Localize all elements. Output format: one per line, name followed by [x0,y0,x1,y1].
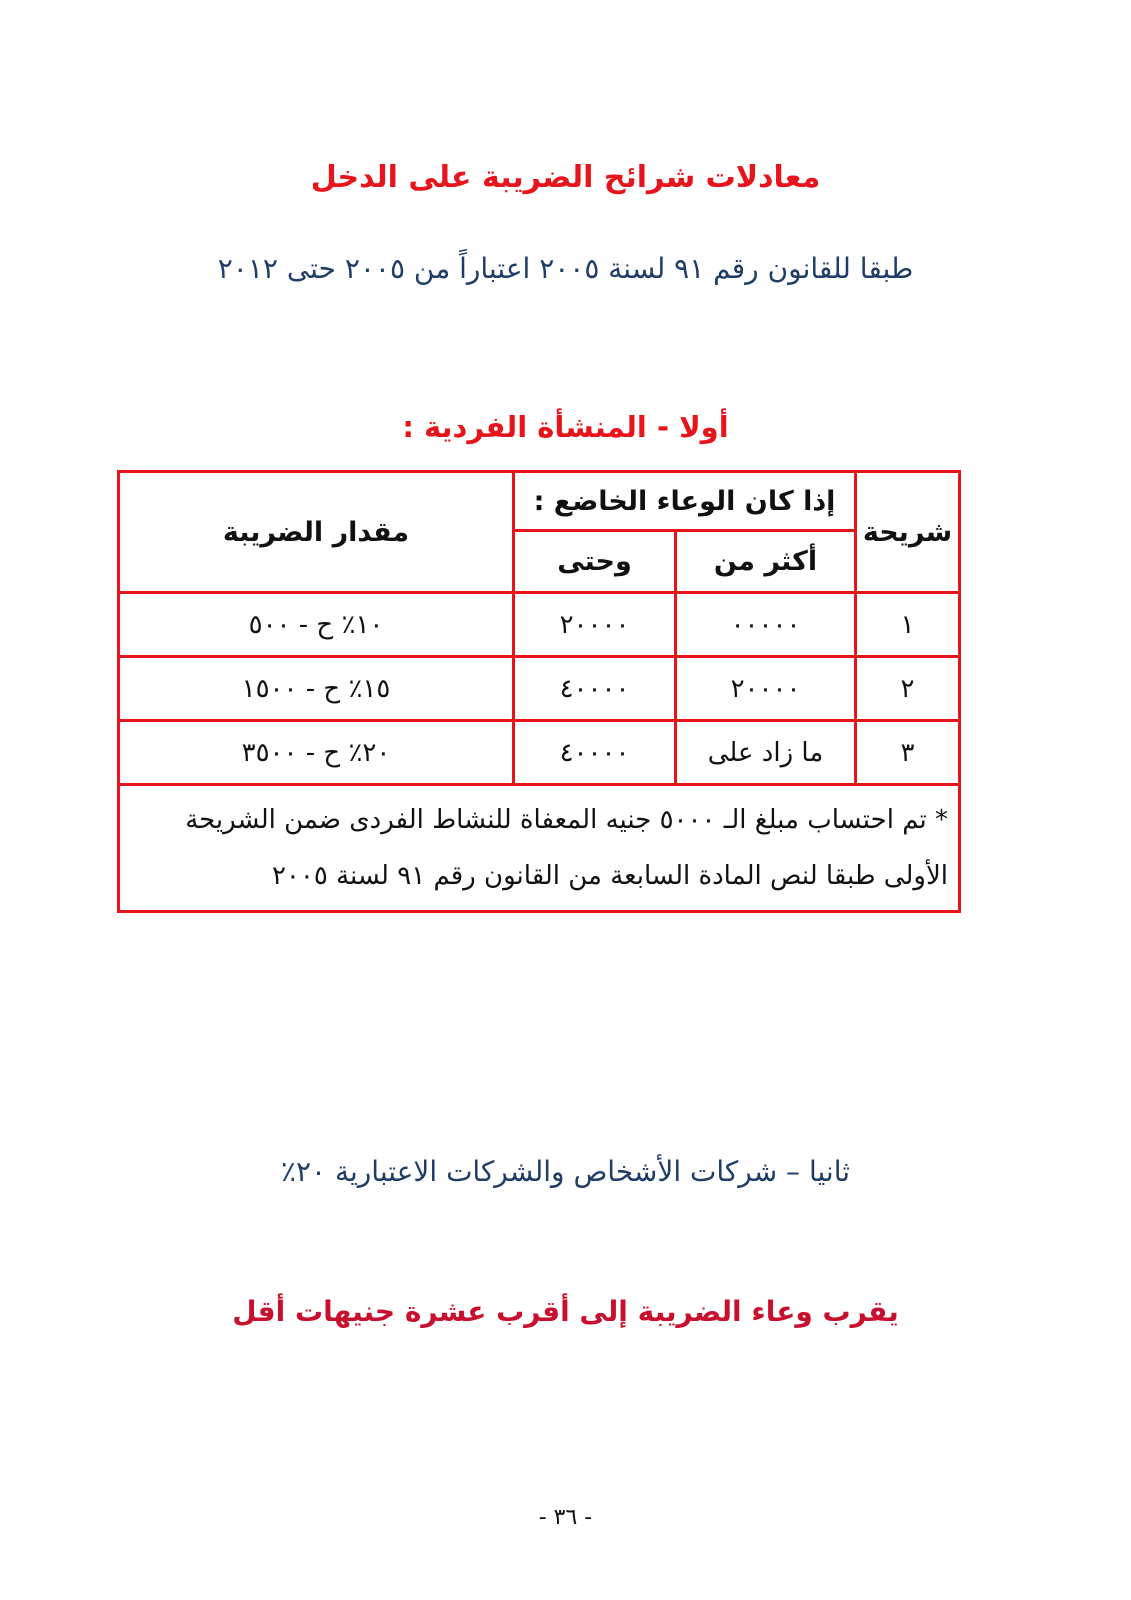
rounding-note: يقرب وعاء الضريبة إلى أقرب عشرة جنيهات أقل [232,1295,899,1328]
table-row [119,721,960,785]
from-cell: ما زاد على [676,721,856,785]
page-number: - ٣٦ - [538,1505,593,1530]
tax-brackets-table [117,470,961,913]
header-taxable-if: إذا كان الوعاء الخاضع : [514,472,856,531]
header-bracket: شريحة [856,472,960,593]
law-subtitle: طبقا للقانون رقم ٩١ لسنة ٢٠٠٥ اعتباراً من ٢٠٠٥ حتى ٢٠١٢ [217,252,914,285]
bracket-cell: ٣ [856,721,960,785]
header-more-than: أكثر من [676,531,856,593]
tax-cell: ١٠٪ ح - ٥٠٠ [119,593,514,657]
from-cell: ٢٠٠٠٠ [676,657,856,721]
bracket-cell: ٢ [856,657,960,721]
to-cell: ٤٠٠٠٠ [514,657,676,721]
from-cell: ٠٠٠٠٠ [676,593,856,657]
table-row [119,657,960,721]
tax-cell: ١٥٪ ح - ١٥٠٠ [119,657,514,721]
header-up-to: وحتى [514,531,676,593]
section-two-heading: ثانيا – شركات الأشخاص والشركات الاعتبارية ٢٠٪ [280,1155,851,1188]
to-cell: ٤٠٠٠٠ [514,721,676,785]
bracket-cell: ١ [856,593,960,657]
to-cell: ٢٠٠٠٠ [514,593,676,657]
tax-cell: ٢٠٪ ح - ٣٥٠٠ [119,721,514,785]
table-row [119,593,960,657]
exemption-note: * تم احتساب مبلغ الـ ٥٠٠٠ جنيه المعفاة للنشاط الفردى ضمن الشريحة الأولى طبقا لنص المادة السابعة من القانون رقم ٩١ لسنة ٢٠٠٥ [119,785,960,912]
page-title: معادلات شرائح الضريبة على الدخل [310,160,821,195]
header-tax-amount: مقدار الضريبة [119,472,514,593]
section-one-heading: أولا - المنشأة الفردية : [402,410,729,444]
